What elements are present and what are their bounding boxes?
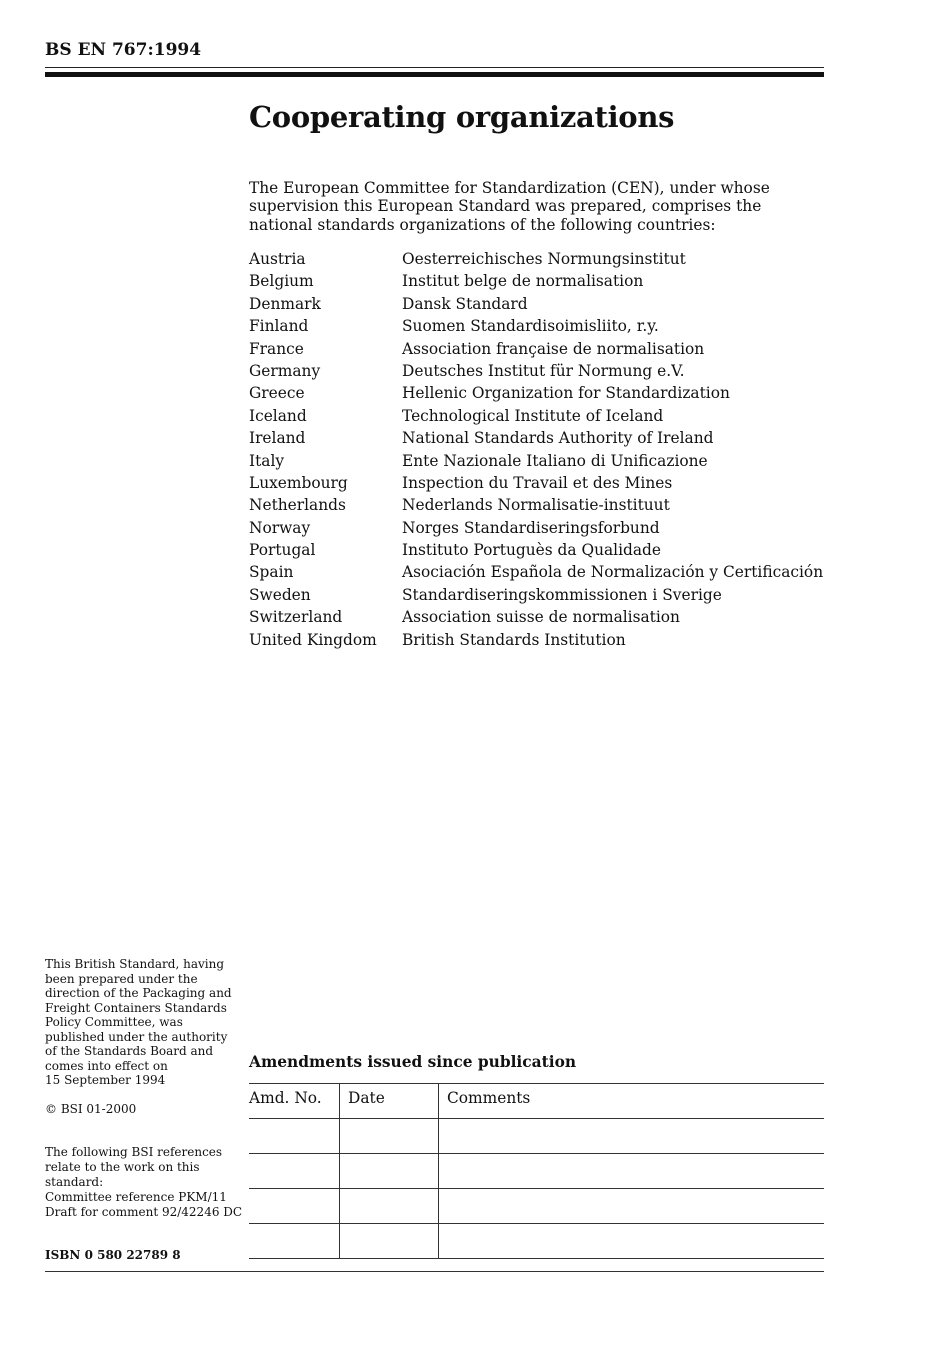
list-item [249,586,829,608]
organization-name: Technological Institute of Iceland [402,406,664,425]
table-cell [439,1189,825,1224]
publication-note-line: This British Standard, having [45,957,225,971]
column-header-date: Date [340,1084,439,1119]
organization-name: Asociación Española de Normalización y Certificación [402,563,824,582]
table-cell [439,1154,825,1189]
publication-note-line: Policy Committee, was [45,1015,183,1029]
table-cell [340,1119,439,1154]
list-item [249,250,829,272]
table-cell [439,1119,825,1154]
footer-rule [45,1271,824,1272]
table-cell [340,1189,439,1224]
list-item [249,452,829,474]
document-reference: BS EN 767:1994 [45,40,202,60]
list-item [249,272,829,294]
organization-name: Dansk Standard [402,294,528,313]
organization-name: Ente Nazionale Italiano di Unificazione [402,451,708,470]
table-row [249,1224,824,1259]
page-title: Cooperating organizations [249,100,675,134]
organization-name: Inspection du Travail et des Mines [402,473,673,492]
list-item [249,541,829,563]
table-cell [249,1224,340,1259]
organization-name: Deutsches Institut für Normung e.V. [402,361,685,380]
header-rule-thin [45,67,824,68]
organization-name: Association française de normalisation [402,339,705,358]
header-rule-thick [45,72,824,77]
country-name: United Kingdom [249,630,377,649]
table-cell [249,1154,340,1189]
publication-note-line: of the Standards Board and [45,1044,214,1058]
table-cell [249,1119,340,1154]
organization-name: Standardiseringskommissionen i Sverige [402,585,722,604]
organization-name: Association suisse de normalisation [402,608,680,627]
publication-note-line: Freight Containers Standards [45,1000,227,1015]
organizations-list [249,250,829,653]
organization-name: Instituto Portuguès da Qualidade [402,541,662,560]
country-name: Finland [249,317,309,336]
country-name: Denmark [249,294,321,313]
organization-name: British Standards Institution [402,630,626,649]
table-cell [340,1224,439,1259]
organization-name: Institut belge de normalisation [402,272,644,291]
references-line: Draft for comment 92/42246 DC [45,1205,243,1219]
column-header-comments: Comments [439,1084,825,1119]
publication-note-line: direction of the Packaging and [45,986,232,1000]
list-item [249,631,829,653]
publication-note-line: published under the authority [45,1029,228,1044]
table-cell [340,1154,439,1189]
references-line: Committee reference PKM/11 [45,1190,227,1204]
amendments-heading: Amendments issued since publication [249,1053,577,1071]
list-item [249,519,829,541]
organization-name: National Standards Authority of Ireland [402,429,714,448]
country-name: Netherlands [249,496,346,515]
country-name: Germany [249,361,321,380]
references-line: standard: [45,1175,104,1189]
table-row [249,1189,824,1224]
intro-paragraph: The European Committee for Standardization (CEN), under whose supervision this European Standard was prepared, comprises the national standards organizations of the following countries: [249,179,770,234]
country-name: Switzerland [249,608,343,627]
table-row [249,1154,824,1189]
list-item [249,362,829,384]
list-item [249,429,829,451]
list-item [249,474,829,496]
references-line: relate to the work on this [45,1160,200,1174]
copyright-notice: © BSI 01-2000 [45,1102,137,1116]
country-name: Sweden [249,585,311,604]
list-item [249,317,829,339]
country-name: Greece [249,384,305,403]
list-item [249,340,829,362]
organization-name: Norges Standardiseringsforbund [402,518,660,537]
table-cell [439,1224,825,1259]
country-name: France [249,339,304,358]
country-name: Austria [249,250,306,268]
list-item [249,496,829,518]
country-name: Iceland [249,406,307,425]
table-row [249,1119,824,1154]
list-item [249,563,829,585]
country-name: Spain [249,563,294,582]
list-item [249,407,829,429]
organization-name: Suomen Standardisoimisliito, r.y. [402,317,659,336]
bsi-references [45,1145,245,1220]
organization-name: Nederlands Normalisatie-instituut [402,496,670,515]
country-name: Belgium [249,272,314,291]
country-name: Norway [249,518,311,537]
amendments-table [249,1083,824,1259]
table-cell [249,1189,340,1224]
country-name: Portugal [249,541,316,560]
references-line: The following BSI references [45,1145,223,1159]
amendments-header-row [249,1084,824,1119]
publication-note [45,957,240,1088]
list-item [249,384,829,406]
publication-note-line: been prepared under the [45,971,198,986]
organization-name: Hellenic Organization for Standardization [402,384,730,403]
country-name: Luxembourg [249,473,348,492]
publication-note-line: 15 September 1994 [45,1073,166,1087]
list-item [249,608,829,630]
column-header-amd-no: Amd. No. [249,1084,340,1119]
organization-name: Oesterreichisches Normungsinstitut [402,250,686,268]
isbn: ISBN 0 580 22789 8 [45,1248,181,1262]
country-name: Ireland [249,429,306,448]
country-name: Italy [249,451,285,470]
publication-note-line: comes into effect on [45,1058,168,1073]
list-item [249,295,829,317]
